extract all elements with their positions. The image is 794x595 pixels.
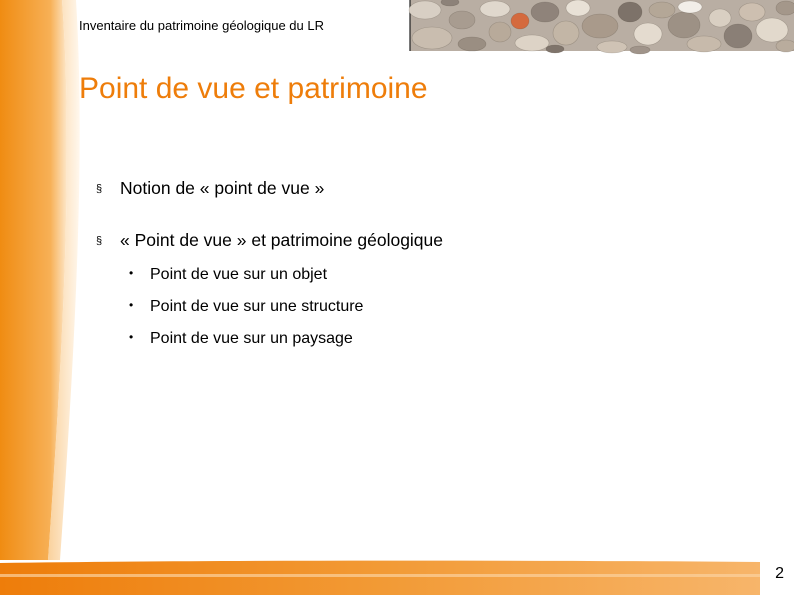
sub-bullet-item (127, 266, 327, 284)
bottom-orange-band (0, 561, 760, 595)
bottom-band-highlight (0, 574, 760, 577)
dot-bullet-icon: • (129, 266, 134, 280)
square-bullet-icon: § (96, 235, 103, 247)
bullet-item (96, 178, 324, 199)
bullet-text: Notion de « point de vue » (120, 178, 325, 198)
sub-bullet-text: Point de vue sur un objet (150, 266, 328, 283)
sub-bullet-text: Point de vue sur un paysage (150, 330, 353, 347)
sub-bullet-item (127, 330, 353, 348)
dot-bullet-icon: • (129, 298, 134, 312)
bullet-text: « Point de vue » et patrimoine géologique (120, 230, 444, 250)
pebbles-photo (409, 0, 794, 54)
slide-title: Point de vue et patrimoine (79, 72, 428, 105)
square-bullet-icon: § (96, 183, 103, 195)
bullet-item (96, 230, 443, 251)
sub-bullet-text: Point de vue sur une structure (150, 298, 364, 315)
dot-bullet-icon: • (129, 330, 134, 344)
sub-bullet-item (127, 298, 363, 316)
header-text: Inventaire du patrimoine géologique du LR (79, 18, 325, 33)
page-number: 2 (775, 565, 784, 582)
